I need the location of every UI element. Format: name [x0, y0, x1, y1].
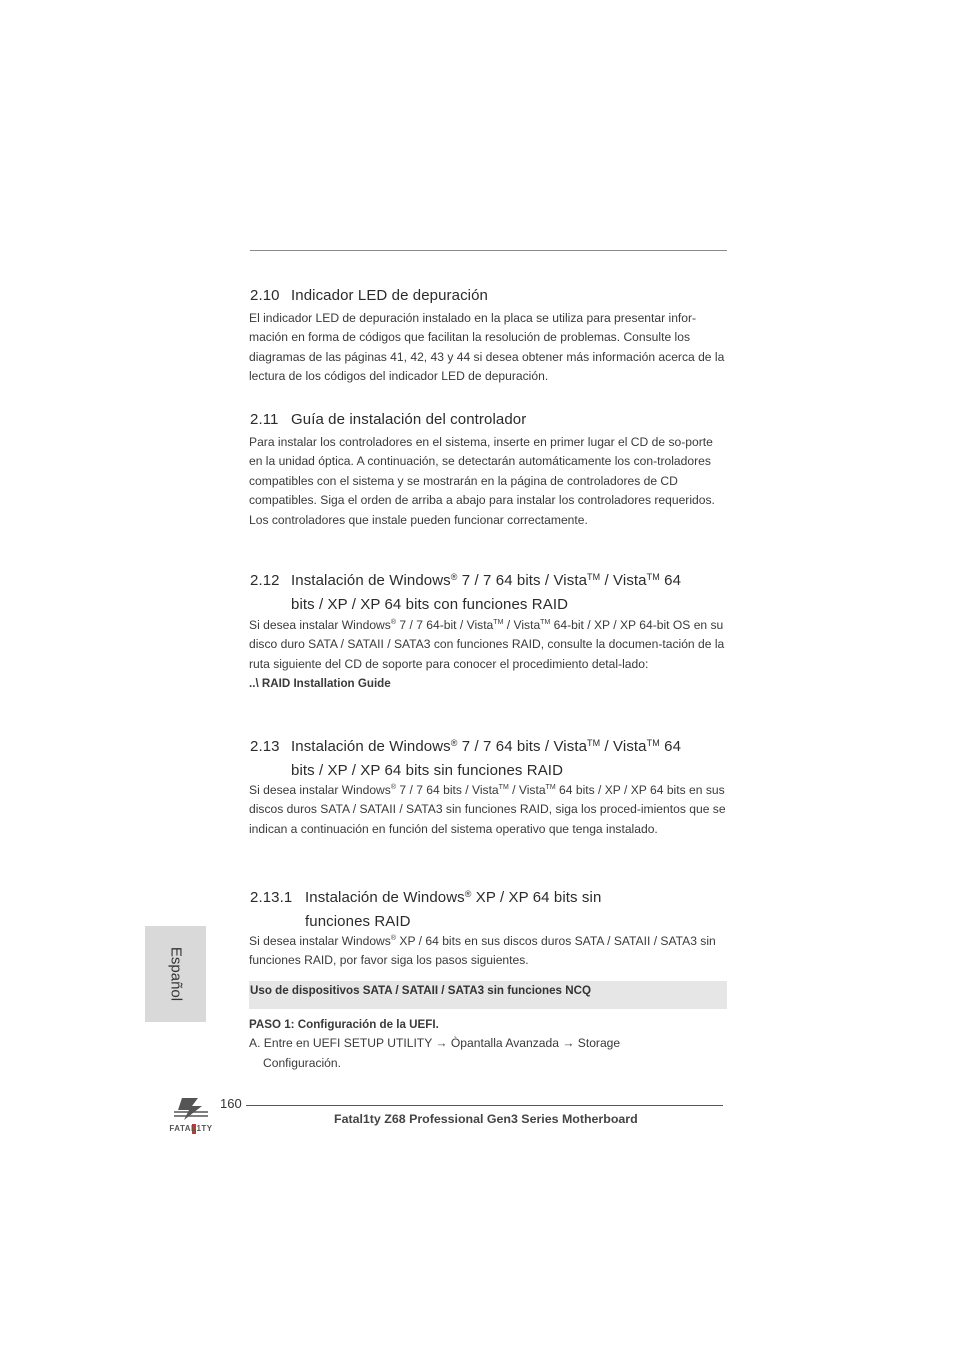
page-number: 160 — [220, 1096, 242, 1111]
heading-2-10: 2.10 Indicador LED de depuración — [250, 287, 488, 304]
footer-divider — [246, 1105, 723, 1106]
paragraph-2-11: Para instalar los controladores en el sistema, inserte en primer lugar el CD de so-porte en la unidad óptica. A continuación, se detectarán automáticamente los con-troladores compatibles con el sistema y se mostrarán en la página de controladores de CD compatibles. Siga el orden de arriba a abajo para instalar los controladores requeridos. Los controladores que instale pueden funcionar correctamente. — [249, 435, 715, 527]
arrow-icon: → — [435, 1036, 448, 1051]
fatal1ty-logo: FATAL1TY — [162, 1094, 220, 1136]
heading-2-12: 2.12 Instalación de Windows® 7 / 7 64 bits / Vista™ / Vista™ 64 bits / XP / XP 64 bits con funciones RAID — [250, 572, 682, 613]
language-tab: Español — [145, 926, 206, 1022]
step-1: PASO 1: Configuración de la UEFI. A. Entre en UEFI SETUP UTILITY → Òpantalla Avanzada → Storage Configuración. — [249, 1018, 621, 1070]
paragraph-2-13: Si desea instalar Windows® 7 / 7 64 bits / Vista™ / Vista™ 64 bits / XP / XP 64 bits en sus discos duros SATA / SATAII / SATA3 sin funciones RAID, siga los proced-imientos que se indican a continuación en función del sistema operativo que tenga instalado. — [249, 783, 726, 836]
top-divider — [250, 250, 727, 251]
paragraph-2-10: El indicador LED de depuración instalado en la placa se utiliza para presentar infor-mación en forma de códigos que facilitan la resolución de problemas. Consulte los diagramas de las páginas 41, 42, 43 y 44 si desea obtener más información acerca de la lectura de los códigos del indicador LED de depuración. — [249, 311, 725, 384]
paragraph-2-13-1: Si desea instalar Windows® XP / 64 bits en sus discos duros SATA / SATAII / SATA3 sin funciones RAID, por favor siga los pasos siguientes. — [249, 934, 716, 968]
footer-title: Fatal1ty Z68 Professional Gen3 Series Motherboard — [334, 1112, 638, 1126]
raid-guide-path: ..\ RAID Installation Guide — [249, 677, 391, 691]
paragraph-2-12: Si desea instalar Windows® 7 / 7 64-bit / Vista™ / Vista™ 64-bit / XP / XP 64-bit OS en su disco duro SATA / SATAII / SATA3 con funciones RAID, consulte la documen-tación de la ruta siguiente del CD de soporte para conocer el procedimiento detal-lado: ..\ RAID Installation Guide — [249, 616, 727, 694]
heading-2-13-1: 2.13.1 Instalación de Windows® XP / XP 64 bits sin funciones RAID — [250, 889, 602, 930]
ncq-heading-bar: Uso de dispositivos SATA / SATAII / SATA3 sin funciones NCQ — [249, 981, 727, 1009]
arrow-icon: → — [562, 1036, 575, 1051]
heading-2-13: 2.13 Instalación de Windows® 7 / 7 64 bits / Vista™ / Vista™ 64 bits / XP / XP 64 bits sin funciones RAID — [250, 738, 682, 779]
heading-2-11: 2.11 Guía de instalación del controlador — [250, 411, 527, 428]
